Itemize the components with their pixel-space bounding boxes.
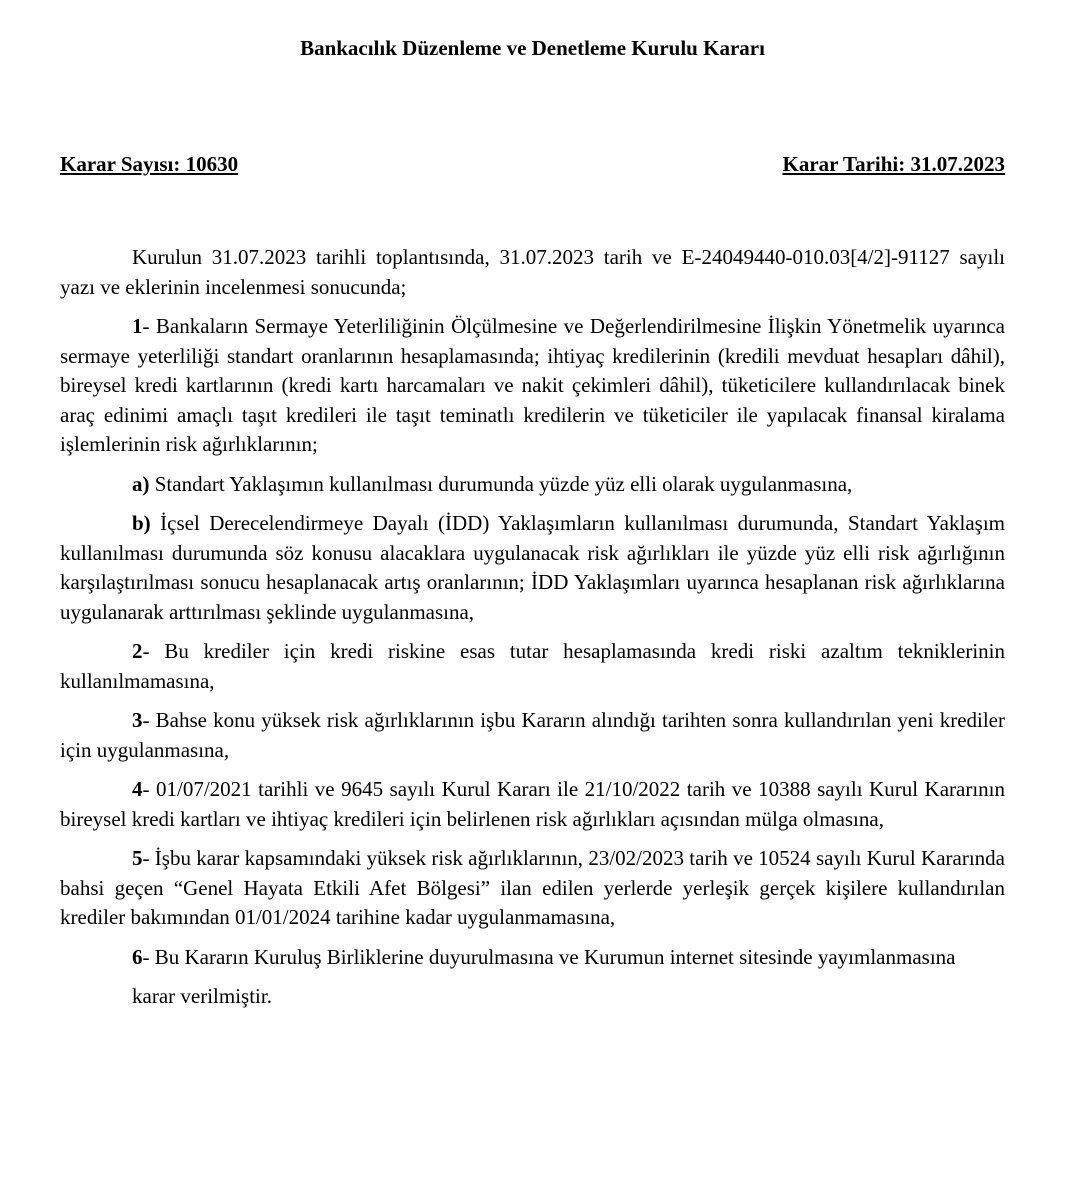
item-1-label: 1 — [132, 314, 143, 338]
decision-meta — [60, 150, 1005, 180]
item-1-text: - Bankaların Sermaye Yeterliliğinin Ölçülmesine ve Değerlendirilmesine İlişkin Yönetmelik uyarınca sermaye yeterliliği standart oranlarının hesaplamasında; ihtiyaç kredilerinin (kredili mevduat hesapları dâhil), bireysel kredi kartlarının (kredi kartı harcamaları ve nakit çekimleri dâhil), tüketicilere kullandırılacak binek araç edinimi amaçlı taşıt kredileri ile taşıt teminatlı kredilerin ve tüketiciler ile yapılacak finansal kiralama işlemlerinin risk ağırlıklarının; — [60, 314, 1005, 456]
item-a-paragraph — [60, 470, 1005, 500]
item-a-text: Standart Yaklaşımın kullanılması durumunda yüzde yüz elli olarak uygulanmasına, — [149, 471, 853, 496]
item-3-label: 3 — [132, 708, 143, 732]
item-6-paragraph — [60, 943, 1005, 973]
item-2-paragraph — [60, 637, 1005, 696]
item-4-text: - 01/07/2021 tarihli ve 9645 sayılı Kurul Kararı ile 21/10/2022 tarih ve 10388 sayılı Kurul Kararının bireysel kredi kartları ve ihtiyaç kredileri için belirlenen risk ağırlıkları açısından mülga olmasına, — [60, 777, 1005, 831]
item-5-paragraph — [60, 844, 1005, 933]
item-1-paragraph — [60, 312, 1005, 460]
item-b-paragraph — [60, 509, 1005, 627]
item-5-label: 5 — [132, 846, 143, 870]
item-3-text: - Bahse konu yüksek risk ağırlıklarının işbu Kararın alındığı tarihten sonra kullandırılan yeni krediler için uygulanmasına, — [60, 708, 1005, 762]
decision-body — [60, 243, 1005, 1012]
item-5-text: - İşbu karar kapsamındaki yüksek risk ağırlıklarının, 23/02/2023 tarih ve 10524 sayılı Kurul Kararında bahsi geçen “Genel Hayata Etkili Afet Bölgesi” ilan edilen yerlerde yerleşik gerçek kişilere kullandırılan krediler bakımından 01/01/2024 tarihine kadar uygulanmamasına, — [60, 846, 1005, 929]
item-4-label: 4 — [132, 777, 143, 801]
decision-date: Karar Tarihi: 31.07.2023 — [782, 152, 1005, 176]
closing-line: karar verilmiştir. — [132, 984, 272, 1008]
item-6-label: 6 — [132, 944, 143, 969]
item-2-label: 2 — [132, 639, 143, 663]
decision-number: Karar Sayısı: 10630 — [60, 152, 239, 176]
item-2-text: - Bu krediler için kredi riskine esas tutar hesaplamasında kredi riski azaltım tekniklerinin kullanılmamasına, — [60, 639, 1005, 693]
item-a-label: a) — [132, 471, 150, 496]
item-3-paragraph — [60, 706, 1005, 765]
item-b-label: b) — [132, 511, 151, 535]
intro-paragraph: Kurulun 31.07.2023 tarihli toplantısında, 31.07.2023 tarih ve E-24049440-010.03[4/2]-91127 sayılı yazı ve eklerinin incelenmesi sonucunda; — [60, 245, 1005, 299]
item-4-paragraph — [60, 775, 1005, 834]
item-6-text: - Bu Kararın Kuruluş Birliklerine duyurulmasına ve Kurumun internet sitesinde yayımlanmasına — [142, 944, 956, 969]
item-b-text: İçsel Derecelendirmeye Dayalı (İDD) Yaklaşımların kullanılması durumunda, Standart Yaklaşım kullanılması durumunda söz konusu alacaklara uygulanacak risk ağırlıkları ile yüzde yüz elli risk ağırlığının karşılaştırılması sonucu hesaplanacak artış oranlarının; İDD Yaklaşımları uyarınca hesaplanan risk ağırlıklarına uygulanarak arttırılması şeklinde uygulanmasına, — [60, 511, 1005, 624]
document-title: Bankacılık Düzenleme ve Denetleme Kurulu Kararı — [300, 36, 765, 60]
